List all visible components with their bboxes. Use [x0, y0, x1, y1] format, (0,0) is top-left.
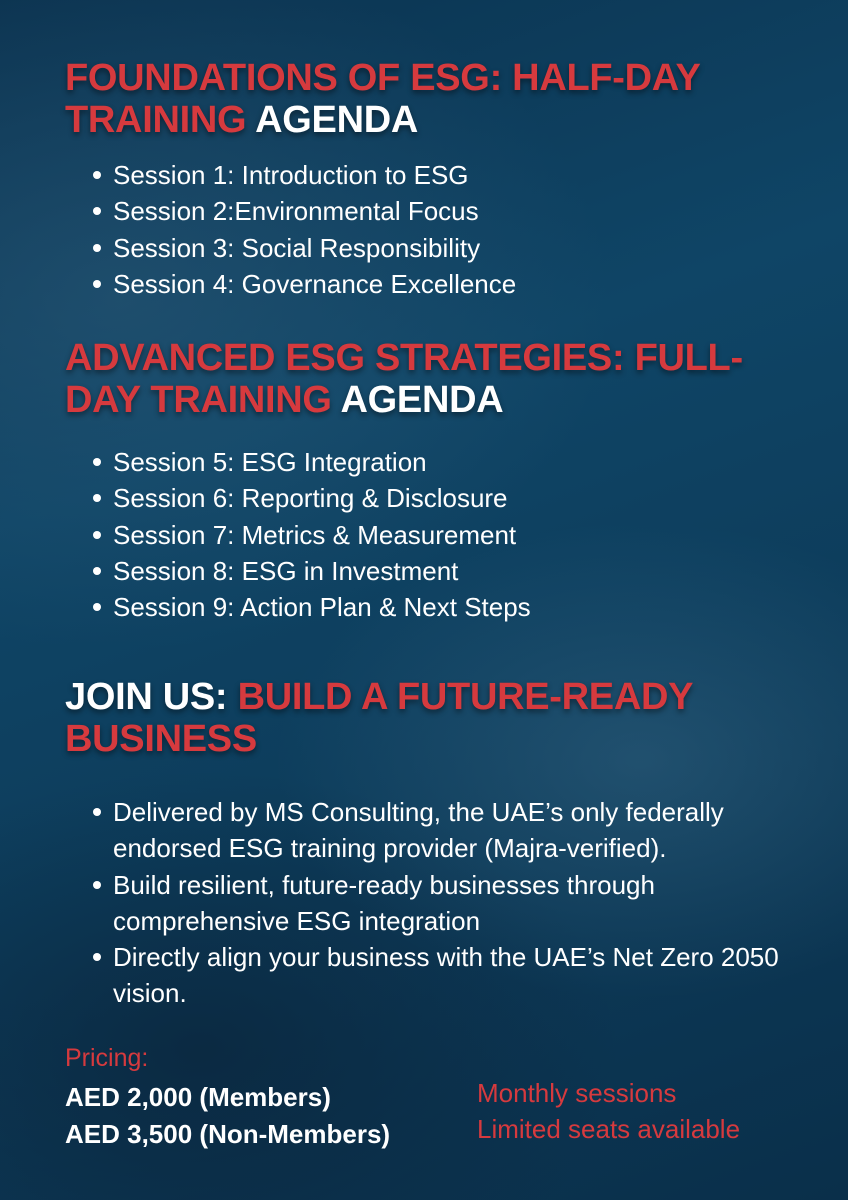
- section2-heading-red: ADVANCED ESG STRATEGIES: FULL-DAY TRAINING: [65, 337, 743, 421]
- section2-heading-white: AGENDA: [340, 379, 504, 421]
- section3-benefits-list: [65, 794, 805, 1012]
- note-limited-seats: Limited seats available: [477, 1114, 741, 1144]
- list-item: Session 8: ESG in Investment: [65, 553, 785, 589]
- price-members: AED 2,000 (Members): [65, 1082, 331, 1112]
- pricing-label: Pricing:: [65, 1044, 149, 1072]
- section1-heading: [65, 57, 785, 141]
- section1-heading-red: FOUNDATIONS OF ESG: HALF-DAY TRAINING: [65, 57, 700, 141]
- section1-agenda-list: [65, 157, 785, 302]
- list-item: Session 5: ESG Integration: [65, 444, 785, 480]
- section2-agenda-list: [65, 444, 785, 625]
- note-monthly-sessions: Monthly sessions: [477, 1078, 677, 1108]
- list-item: Session 6: Reporting & Disclosure: [65, 480, 785, 516]
- section3-heading-white: JOIN US:: [65, 676, 228, 718]
- list-item: Session 3: Social Responsibility: [65, 230, 785, 266]
- list-item: Session 2:Environmental Focus: [65, 193, 785, 229]
- list-item: Session 7: Metrics & Measurement: [65, 517, 785, 553]
- section1-heading-white: AGENDA: [255, 99, 418, 141]
- price-non-members: AED 3,500 (Non-Members): [65, 1119, 391, 1149]
- section3-heading-red: BUILD A FUTURE-READY BUSINESS: [65, 676, 693, 760]
- section3-heading: [65, 676, 785, 760]
- list-item: Directly align your business with the UAE’s Net Zero 2050 vision.: [65, 939, 805, 1012]
- section2-heading: [65, 337, 785, 421]
- list-item: Session 9: Action Plan & Next Steps: [65, 589, 785, 625]
- list-item: Session 4: Governance Excellence: [65, 266, 785, 302]
- list-item: Build resilient, future-ready businesses through comprehensive ESG integration: [65, 867, 805, 940]
- list-item: Session 1: Introduction to ESG: [65, 157, 785, 193]
- list-item: Delivered by MS Consulting, the UAE’s only federally endorsed ESG training provider (Majra-verified).: [65, 794, 805, 867]
